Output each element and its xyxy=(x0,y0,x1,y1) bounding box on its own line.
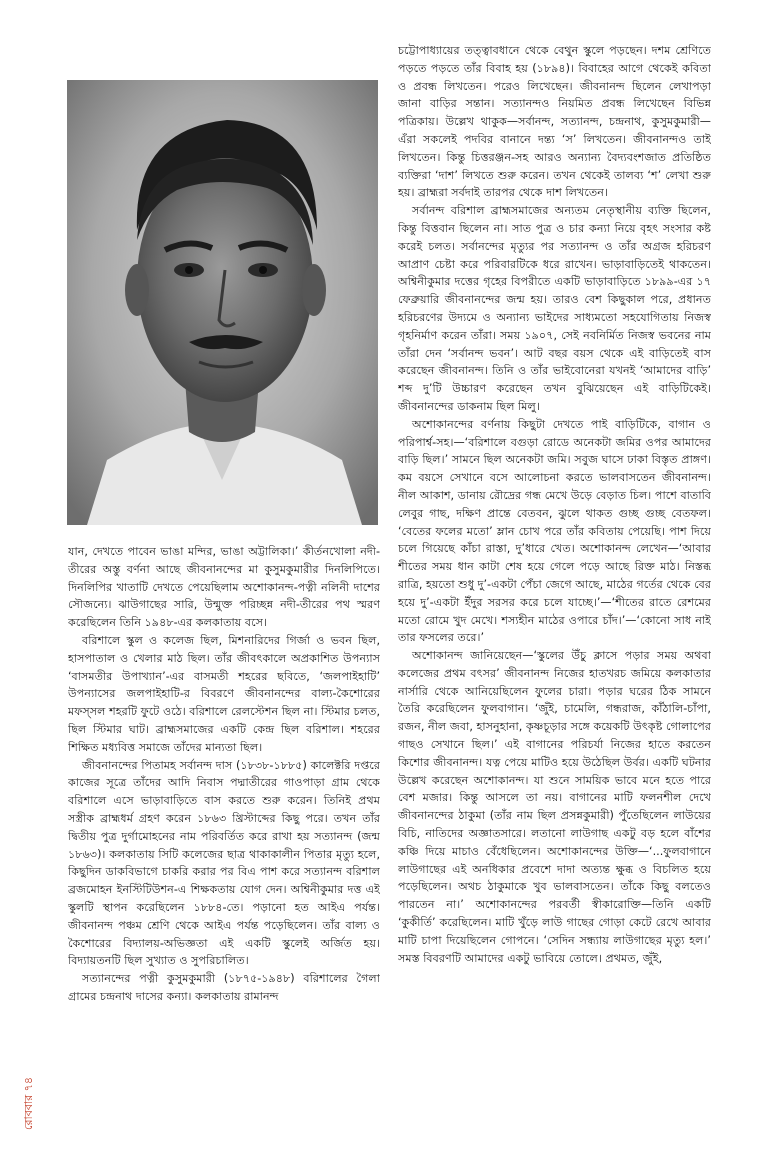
left-paragraph-4: সত্যানন্দের পত্নী কুসুমকুমারী (১৮৭৫-১৯৪৮) বরিশালের গৈলা গ্রামের চন্দ্রনাথ দাসের কন্যা। কলকাতায় রামানন্দ xyxy=(68,972,380,1003)
portrait-icon xyxy=(67,80,378,525)
right-paragraph-2: সর্বানন্দ বরিশাল ব্রাহ্মসমাজের অন্যতম নেতৃস্থানীয় ব্যক্তি ছিলেন, কিন্তু বিত্তবান ছিলেন না। সাত পুত্র ও চার কন্যা নিয়ে বৃহৎ সংসার কষ্ট করেই চলত। সর্বানন্দের মৃত্যুর পর সত্যানন্দ ও তাঁর অগ্রজ হরিচরণ আপ্রাণ চেষ্টা করে পরিবারটিকে ধরে রাখেন। ভাড়াবাড়িতেই থাকতেন। অশ্বিনীকুমার দত্তের গৃহের বিপরীতে একটি ভাড়াবাড়িতে ১৮৯৯-এর ১৭ ফেব্রুয়ারি জীবনানন্দের জন্ম হয়। তারও বেশ কিছুকাল পরে, প্রধানত হরিচরণের উদ্যমে ও অন্যান্য ভাইদের সাধ্যমতো সহযোগিতায় নিজস্ব গৃহনির্মাণ করেন তাঁরা। সময় ১৯০৭, সেই নবনির্মিত নিজস্ব ভবনের নাম তাঁরা দেন ‘সর্বানন্দ ভবন’। আট বছর বয়স থেকে এই বাড়িতেই বাস করেছেন জীবনানন্দ। তিনি ও তাঁর ভাইবোনেরা যখনই ‘আমাদের বাড়ি’ শব্দ দু’টি উচ্চারণ করেছেন তখন বুঝিয়েছেন এই বাড়িটিকেই। জীবনানন্দের ডাকনাম ছিল মিলু। xyxy=(398,204,711,413)
right-column xyxy=(398,42,711,1092)
left-paragraph-1: যান, দেখতে পাবেন ভাঙা মন্দির, ভাঙা অট্টালিকা।’ কীর্তনখোলা নদী-তীরের অস্তু বর্ণনা আছে জীবনানন্দের মা কুসুমকুমারীর দিনলিপিতে। দিনলিপির খাতাটি দেখতে পেয়েছিলাম অশোকানন্দ-পত্নী নলিনী দাশের সৌজন্যে। ঝাউগাছের সারি, উন্মুক্ত পরিচ্ছন্ন নদী-তীরের পথ স্মরণ করেছিলেন তিনি ১৯৪৮-এর কলকাতায় বসে। xyxy=(68,545,380,630)
left-paragraph-3: জীবনানন্দের পিতামহ সর্বানন্দ দাস (১৮৩৮-১৮৮৫) কালেক্টরি দপ্তরে কাজের সূত্রে তাঁদের আদি নিবাস পদ্মাতীরের গাওপাড়া গ্রাম থেকে বরিশালে এসে ভাড়াবাড়িতে বাস করতে শুরু করেন। তিনিই প্রথম সস্ত্রীক ব্রাহ্মধর্ম গ্রহণ করেন ১৮৬৩ খ্রিস্টাব্দের কিছু পরে। তখন তাঁর দ্বিতীয় পুত্র দুর্গামোহনের নাম পরিবর্তিত করে রাখা হয় সত্যানন্দ (জন্ম ১৮৬৩)। কলকাতায় সিটি কলেজের ছাত্র থাকাকালীন পিতার মৃত্যু হলে, কিছুদিন ডাকবিভাগে চাকরি করার পর বিএ পাশ করে সত্যানন্দ বরিশাল ব্রজমোহন ইনস্টিটিউশন-এ শিক্ষকতায় যোগ দেন। অশ্বিনীকুমার দত্ত এই স্কুলটি স্থাপন করেছিলেন ১৮৮৪-তে। পড়ানো হত আইএ পর্যন্ত। জীবনানন্দ পঞ্চম শ্রেণি থেকে আইএ পর্যন্ত পড়েছিলেন। তাঁর বাল্য ও কৈশোরের বিদ্যালয়-অভিজ্ঞতা এই একটি স্কুলেই অর্জিত হয়। বিদ্যায়তনটি ছিল সুখ্যাত ও সুপরিচালিত। xyxy=(68,758,380,968)
left-column xyxy=(68,543,380,1091)
right-paragraph-3: অশোকানন্দের বর্ণনায় কিছুটা দেখতে পাই বাড়িটিকে, বাগান ও পরিপার্শ্ব-সহ।—‘বরিশালে বগুড়া রোডে অনেকটা জমির ওপর আমাদের বাড়ি ছিল।’ সামনে ছিল অনেকটা জমি। সবুজ ঘাসে ঢাকা বিস্তৃত প্রাঙ্গণ। কম বয়সে সেখানে বসে আলোচনা করতে ভালবাসতেন জীবনানন্দ। নীল আকাশ, ডানায় রৌদ্রের গন্ধ মেখে উড়ে বেড়াত চিল। পাশে বাতাবি লেবুর গাছ, দক্ষিণ প্রান্তে বেতবন, ঝুলে থাকত গুচ্ছ গুচ্ছ বেতফল। ‘বেতের ফলের মতো’ ম্লান চোখ পরে তাঁর কবিতায় পেয়েছি। পাশ দিয়ে চলে গিয়েছে কাঁচা রাস্তা, দু’ধারে খেত। অশোকানন্দ লেখেন—‘আবার শীতের সময় ধান কাটা শেষ হয়ে গেলে পড়ে আছে রিক্ত মাঠ। নিস্তব্ধ রাত্রি, হয়তো শুধু দু’-একটা পেঁচা জেগে আছে, মাঠের গর্তের থেকে বের হয়ে দু’-একটা ইঁদুর সরসর করে চলে যাচ্ছে।’—‘শীতের রাতে রেশমের মতো রোমে খুদ মেখে। শস্যহীন মাঠের ওপারে চাঁদ।’—‘কোনো সাধ নাই তার ফসলের তরে।’ xyxy=(398,417,711,645)
page-folio: রোববার ৭৪ xyxy=(22,1077,35,1130)
right-paragraph-4: অশোকানন্দ জানিয়েছেন—‘স্কুলের উঁচু ক্লাসে পড়ার সময় অথবা কলেজের প্রথম বৎসর’ জীবনানন্দ নিজের হাতখরচ জমিয়ে কলকাতার নার্সারি থেকে আনিয়েছিলেন ফুলের চারা। পড়ার ঘরের ঠিক সামনে তৈরি করেছিলেন ফুলবাগান। ‘জুঁই, চামেলি, গন্ধরাজ, কাঁঠালি-চাঁপা, রজন, নীল জবা, হাসনুহানা, কৃষ্ণচূড়ার সঙ্গে কয়েকটি উৎকৃষ্ট গোলাপের গাছও সেখানে ছিল।’ এই বাগানের পরিচর্যা নিজের হাতে করতেন কিশোর জীবনানন্দ। যত্ন পেয়ে মাটিও হয়ে উঠেছিল উর্বর। একটি ঘটনার উল্লেখ করেছেন অশোকানন্দ। যা শুনে সাময়িক ভাবে মনে হতে পারে বেশ মজার। কিন্তু আসলে তা নয়। বাগানের মাটি ফলনশীল দেখে জীবনানন্দের ঠাকুমা (তাঁর নাম ছিল প্রসন্নকুমারী) পুঁতেছিলেন লাউয়ের বিচি, নাতিদের অজ্ঞাতসারে। লতানো লাউগাছ একটু বড় হলে বাঁশের কঞ্চি দিয়ে মাচাও বেঁধেছিলেন। অশোকানন্দের উক্তি—‘...ফুলবাগানে লাউগাছের এই অনধিকার প্রবেশে দাদা অত্যন্ত ক্ষুব্ধ ও বিচলিত হয়ে পড়েছিলেন। অথচ ঠাকুমাকে খুব ভালবাসতেন। তাঁকে কিছু বলতেও পারতেন না।’ অশোকানন্দের পরবর্তী স্বীকারোক্তি—তিনি একটি ‘কুকীর্তি’ করেছিলেন। মাটি খুঁড়ে লাউ গাছের গোড়া কেটে রেখে আবার মাটি চাপা দিয়েছিলেন গোপনে। ‘সেদিন সন্ধ্যায় লাউগাছের মৃত্যু হল।’ সমস্ত বিবরণটি আমাদের একটু ভাবিয়ে তোলে। প্রথমত, জুঁই, xyxy=(398,649,711,965)
portrait-photo xyxy=(67,80,378,525)
right-paragraph-1: চট্টোপাধ্যায়ের তত্ত্বাবধানে থেকে বেথুন স্কুলে পড়ছেন। দশম শ্রেণিতে পড়তে পড়তে তাঁর বিবাহ হয় (১৮৯৪)। বিবাহের আগে থেকেই কবিতা ও প্রবন্ধ লিখতেন। পরেও লিখেছেন। জীবনানন্দ ছিলেন লেখাপড়া জানা বাড়ির সন্তান। সত্যানন্দও নিয়মিত প্রবন্ধ লিখেছেন বিভিন্ন পত্রিকায়। উল্লেখ থাকুক—সর্বানন্দ, সত্যানন্দ, চন্দ্রনাথ, কুসুমকুমারী—এঁরা সকলেই পদবির বানানে দন্ত্য ‘স’ লিখতেন। জীবনানন্দও তাই লিখতেন। কিন্তু চিত্তরঞ্জন-সহ আরও অন্যান্য বৈদ্যবংশজাত প্রতিষ্ঠিত ব্যক্তিরা ‘দাশ’ লিখতে শুরু করেন। তখন থেকেই তালব্য ‘শ’ লেখা শুরু হয়। ব্রাহ্মরা সর্বদাই তারপর থেকে দাশ লিখতেন। xyxy=(398,44,711,200)
left-paragraph-2: বরিশালে স্কুল ও কলেজ ছিল, মিশনারিদের গির্জা ও ভবন ছিল, হাসপাতাল ও খেলার মাঠ ছিল। তাঁর জীবৎকালে অপ্রকাশিত উপন্যাস ‘বাসমতীর উপাখ্যান’-এর বাসমতী শহরের ছবিতে, ‘জলপাইহাটি’ উপন্যাসের জলপাইহাটি-র বিবরণে জীবনানন্দের বাল্য-কৈশোরের মফস্সল শহরটি ফুটে ওঠে। বরিশালে রেলস্টেশন ছিল না। স্টিমার চলত, ছিল স্টিমার ঘাট। ব্রাহ্মসমাজের একটি কেন্দ্র ছিল বরিশাল। শহরের শিক্ষিত মধ্যবিত্ত সমাজে তাঁদের মান্যতা ছিল। xyxy=(68,633,380,754)
